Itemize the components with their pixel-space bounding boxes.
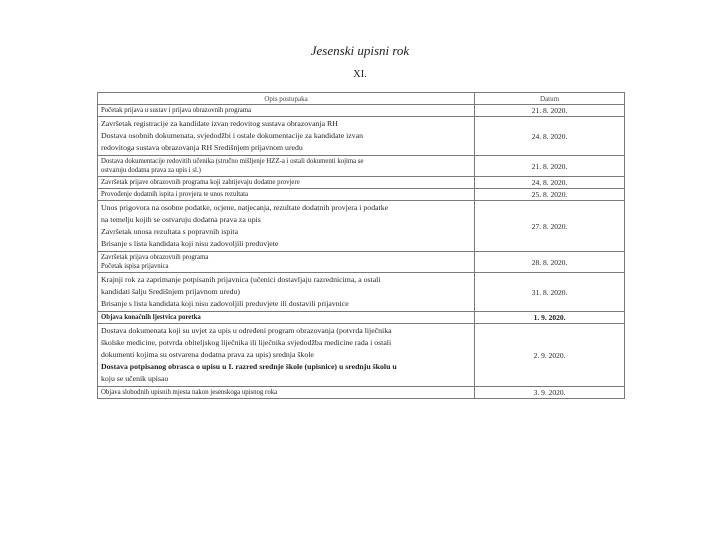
row-description bbox=[98, 189, 475, 201]
description-line: Unos prigovora na osobne podatke, ocjene, natjecanja, rezultate dodatnih provjera i podatke bbox=[101, 203, 389, 212]
row-date: 28. 8. 2020. bbox=[475, 252, 625, 273]
row-date: 21. 8. 2020. bbox=[475, 105, 625, 117]
description-line: Objava konačnih ljestvica poretka bbox=[101, 314, 201, 321]
description-line: Objava slobodnih upisnih mjesta nakon jesenskoga upisnog roka bbox=[101, 389, 278, 396]
description-line: Brisanje s lista kandidata koji nisu zadovoljili preduvjete ili dostavili prijavnice bbox=[101, 299, 349, 308]
row-description bbox=[98, 156, 475, 177]
description-line: Dostava dokumenata koji su uvjet za upis u određeni program obrazovanja (potvrda liječnika bbox=[101, 326, 392, 335]
description-line: Završetak prijava obrazovnih programa bbox=[101, 254, 209, 261]
row-date: 27. 8. 2020. bbox=[475, 201, 625, 252]
row-date: 25. 8. 2020. bbox=[475, 189, 625, 201]
table-row bbox=[98, 312, 625, 324]
description-line: Krajnji rok za zaprimanje potpisanih prijavnica (učenici dostavljaju razrednicima, a ostali bbox=[101, 275, 381, 284]
description-line: dokumenti kojima su ostvarena dodatna prava za upis) srednja škole bbox=[101, 350, 314, 359]
row-description bbox=[98, 117, 475, 156]
row-description bbox=[98, 273, 475, 312]
description-line: Dostava osobnih dokumenata, svjedodžbi i ostale dokumentacije za kandidate izvan bbox=[101, 131, 363, 140]
table-row bbox=[98, 252, 625, 273]
description-line: Početak prijava u sustav i prijava obrazovnih programa bbox=[101, 107, 252, 114]
table-row bbox=[98, 201, 625, 252]
description-line: Završetak registracije za kandidate izvan redovitog sustava obrazovanja RH bbox=[101, 119, 338, 128]
row-description bbox=[98, 201, 475, 252]
description-line: Završetak prijave obrazovnih programa koji zahtijevaju dodatne provjere bbox=[101, 179, 300, 186]
section-number: XI. bbox=[353, 69, 367, 80]
description-line: Dostava dokumentacije redovitih učenika (stručno mišljenje HZZ-a i ostali dokumenti kojima se bbox=[101, 158, 364, 165]
table-header-row bbox=[98, 93, 625, 105]
row-description bbox=[98, 105, 475, 117]
row-description bbox=[98, 387, 475, 399]
row-description bbox=[98, 324, 475, 387]
row-date: 31. 8. 2020. bbox=[475, 273, 625, 312]
table-row bbox=[98, 189, 625, 201]
row-date: 2. 9. 2020. bbox=[475, 324, 625, 387]
row-description bbox=[98, 177, 475, 189]
description-line: školske medicine, potvrda obiteljskog liječnika ili liječnika svjedodžba medicine rada i ostali bbox=[101, 338, 392, 347]
description-line: Brisanje s lista kandidata koji nisu zadovoljili preduvjete bbox=[101, 239, 279, 248]
header-description: Opis postupaka bbox=[98, 93, 475, 105]
row-date: 24. 8. 2020. bbox=[475, 117, 625, 156]
description-line: kandidati šalju Središnjem prijavnom uredu) bbox=[101, 287, 241, 296]
schedule-table bbox=[97, 92, 625, 399]
table-row bbox=[98, 156, 625, 177]
description-line: ostvaruju dodatna prava za upis i sl.) bbox=[101, 167, 201, 174]
row-description bbox=[98, 312, 475, 324]
description-line: Završetak unosa rezultata s popravnih ispita bbox=[101, 227, 239, 236]
description-line: Dostava potpisanog obrasca o upisu u I. razred srednje škole (upisnice) u srednju školu u bbox=[101, 362, 397, 371]
row-date: 21. 8. 2020. bbox=[475, 156, 625, 177]
header-date: Datum bbox=[475, 93, 625, 105]
description-line: na temelju kojih se ostvaruju dodatna prava za upis bbox=[101, 215, 261, 224]
table-row bbox=[98, 273, 625, 312]
page-title: Jesenski upisni rok bbox=[310, 43, 410, 58]
row-date: 3. 9. 2020. bbox=[475, 387, 625, 399]
description-line: Provođenje dodatnih ispita i provjera te unos rezultata bbox=[101, 191, 249, 198]
description-line: koju se učenik upisao bbox=[101, 374, 169, 383]
table-row bbox=[98, 177, 625, 189]
table-row bbox=[98, 105, 625, 117]
table-row bbox=[98, 387, 625, 399]
row-description bbox=[98, 252, 475, 273]
table-row bbox=[98, 117, 625, 156]
row-date: 1. 9. 2020. bbox=[475, 312, 625, 324]
table-row bbox=[98, 324, 625, 387]
description-line: Početak ispisa prijavnica bbox=[101, 263, 169, 270]
description-line: redovitoga sustava obrazovanja RH Središnjem prijavnom uredu bbox=[101, 143, 303, 152]
row-date: 24. 8. 2020. bbox=[475, 177, 625, 189]
